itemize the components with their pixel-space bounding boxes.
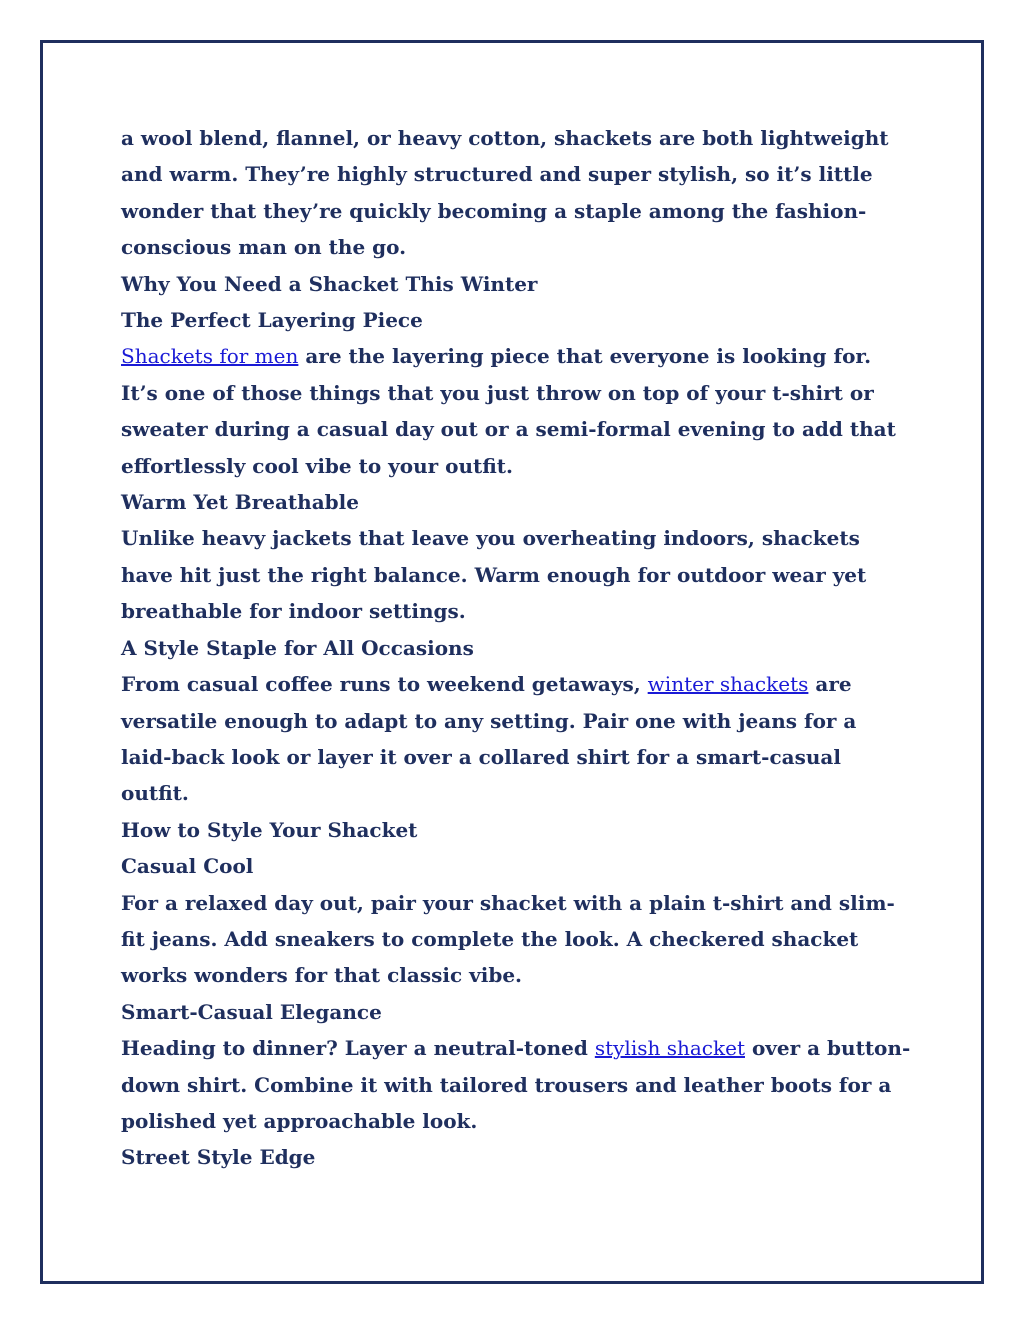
casual-paragraph: For a relaxed day out, pair your shacket with a plain t-shirt and slim-fit jeans. Add sneakers to complete the look. A checkered shacket works wonders for that classic vibe.	[121, 890, 895, 988]
staple-text-after: are versatile enough to adapt to any setting. Pair one with jeans for a laid-back look or layer it over a collared shirt for a smart-casual outfit.	[121, 672, 857, 806]
shackets-for-men-link[interactable]: Shackets for men	[121, 344, 299, 369]
staple-text-before: From casual coffee runs to weekend getaways,	[121, 672, 648, 697]
layering-paragraph	[121, 338, 911, 484]
intro-paragraph: a wool blend, flannel, or heavy cotton, shackets are both lightweight and warm. They’re highly structured and super stylish, so it’s little wonder that they’re quickly becoming a staple among the fashion-conscious man on the go.	[121, 126, 889, 260]
heading-layering-piece: The Perfect Layering Piece	[121, 308, 423, 333]
heading-how-to-style: How to Style Your Shacket	[121, 817, 418, 842]
heading-casual-cool: Casual Cool	[121, 854, 254, 879]
heading-street-style: Street Style Edge	[121, 1145, 316, 1170]
smart-text-after: over a button-down shirt. Combine it with tailored trousers and leather boots for a polished yet approachable look.	[121, 1036, 911, 1133]
heading-why-shacket: Why You Need a Shacket This Winter	[121, 271, 538, 296]
heading-smart-casual: Smart-Casual Elegance	[121, 999, 382, 1024]
staple-paragraph	[121, 666, 911, 812]
winter-shackets-link[interactable]: winter shackets	[647, 672, 809, 697]
document-body	[121, 120, 911, 1176]
smart-text-before: Heading to dinner? Layer a neutral-toned	[121, 1036, 595, 1061]
smart-paragraph	[121, 1030, 911, 1139]
warm-paragraph: Unlike heavy jackets that leave you overheating indoors, shackets have hit just the right balance. Warm enough for outdoor wear yet breathable for indoor settings.	[121, 526, 867, 624]
layering-text: are the layering piece that everyone is looking for. It’s one of those things that you just throw on top of your t-shirt or sweater during a casual day out or a semi-formal evening to add that effortlessly cool vibe to your outfit.	[121, 344, 896, 478]
heading-warm-breathable: Warm Yet Breathable	[121, 490, 359, 515]
heading-style-staple: A Style Staple for All Occasions	[121, 635, 474, 660]
stylish-shacket-link[interactable]: stylish shacket	[594, 1036, 745, 1061]
